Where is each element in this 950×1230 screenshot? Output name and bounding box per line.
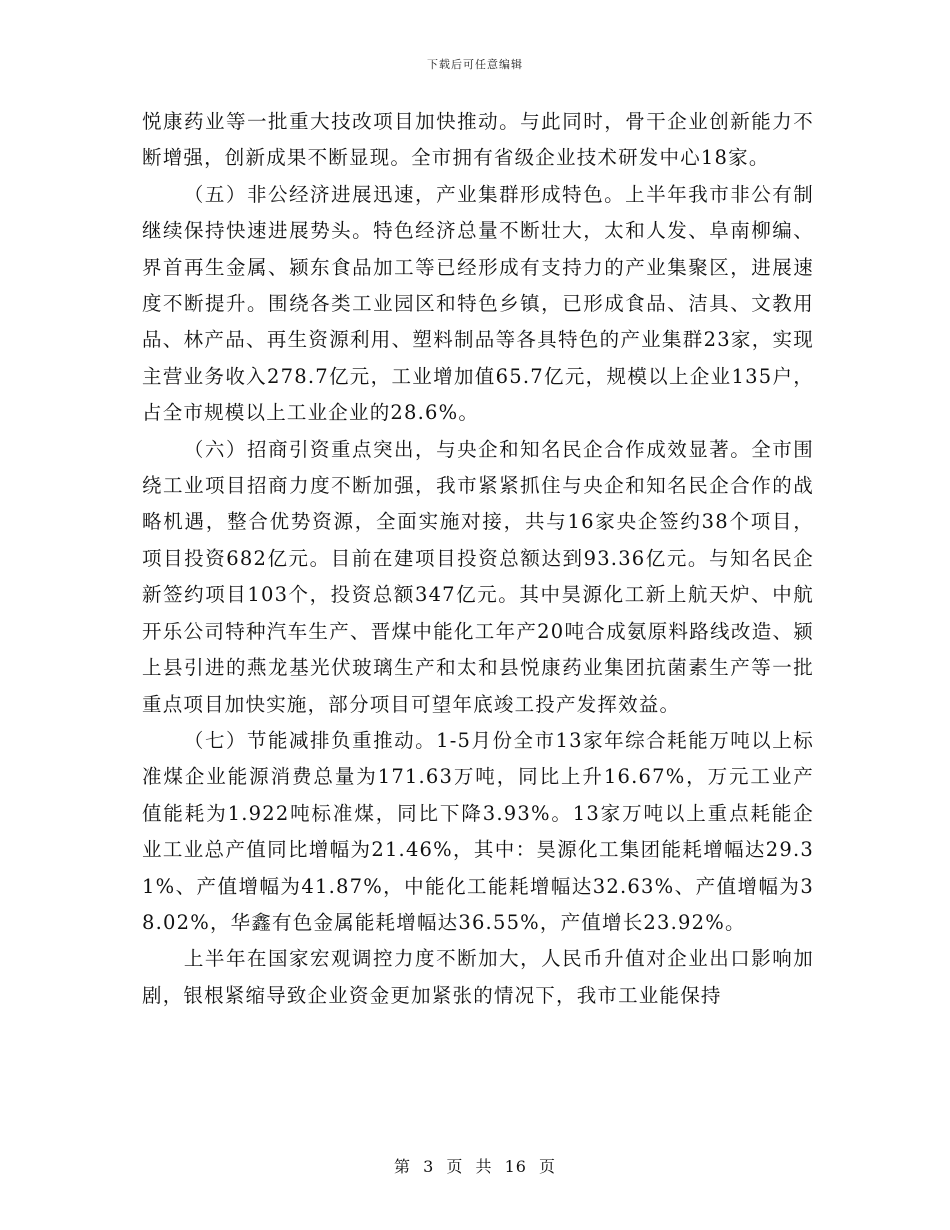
page-footer bbox=[0, 1154, 950, 1177]
footer-page-prefix: 第 bbox=[393, 1157, 411, 1176]
footer-current-page: 3 bbox=[423, 1157, 435, 1176]
footer-total-suffix: 页 bbox=[539, 1157, 557, 1176]
paragraph-section-seven: （七）节能减排负重推动。1-5月份全市13家年综合耗能万吨以上标准煤企业能源消费总量为171.63万吨，同比上升16.67%，万元工业产值能耗为1.922吨标准煤，同比下降3.93%。13家万吨以上重点耗能企业工业总产值同比增幅为21.46%，其中：昊源化工集团能耗增幅达29.31%、产值增幅为41.87%，中能化工能耗增幅达32.63%、产值增幅为38.02%，华鑫有色金属能耗增幅达36.55%，产值增长23.92%。 bbox=[142, 728, 814, 934]
footer-total-pages: 16 bbox=[504, 1157, 527, 1176]
paragraph-continuation: 悦康药业等一批重大技改项目加快推动。与此同时，骨干企业创新能力不断增强，创新成果不断显现。全市拥有省级企业技术研发中心18家。 bbox=[142, 110, 814, 170]
footer-total-prefix: 共 bbox=[475, 1157, 493, 1176]
paragraph-summary: 上半年在国家宏观调控力度不断加大，人民币升值对企业出口影响加剧，银根紧缩导致企业资金更加紧张的情况下，我市工业能保持 bbox=[142, 947, 814, 1007]
paragraph-section-five: （五）非公经济进展迅速，产业集群形成特色。上半年我市非公有制继续保持快速进展势头。特色经济总量不断壮大，太和人发、阜南柳编、界首再生金属、颍东食品加工等已经形成有支持力的产业集聚区，进展速度不断提升。围绕各类工业园区和特色乡镇，已形成食品、洁具、文教用品、林产品、再生资源利用、塑料制品等各具特色的产业集群23家，实现主营业务收入278.7亿元，工业增加值65.7亿元，规模以上企业135户，占全市规模以上工业企业的28.6%。 bbox=[142, 182, 814, 425]
document-body bbox=[142, 104, 814, 1014]
header-note: 下载后可任意编辑 bbox=[427, 58, 523, 71]
paragraph-section-six: （六）招商引资重点突出，与央企和知名民企合作成效显著。全市围绕工业项目招商力度不断加强，我市紧紧抓住与央企和知名民企合作的战略机遇，整合优势资源，全面实施对接，共与16家央企签约38个项目，项目投资682亿元。目前在建项目投资总额达到93.36亿元。与知名民企新签约项目103个，投资总额347亿元。其中昊源化工新上航天炉、中航开乐公司特种汽车生产、晋煤中能化工年产20吨合成氨原料路线改造、颍上县引进的燕龙基光伏玻璃生产和太和县悦康药业集团抗菌素生产等一批重点项目加快实施，部分项目可望年底竣工投产发挥效益。 bbox=[142, 437, 814, 716]
footer-page-word: 页 bbox=[446, 1157, 464, 1176]
